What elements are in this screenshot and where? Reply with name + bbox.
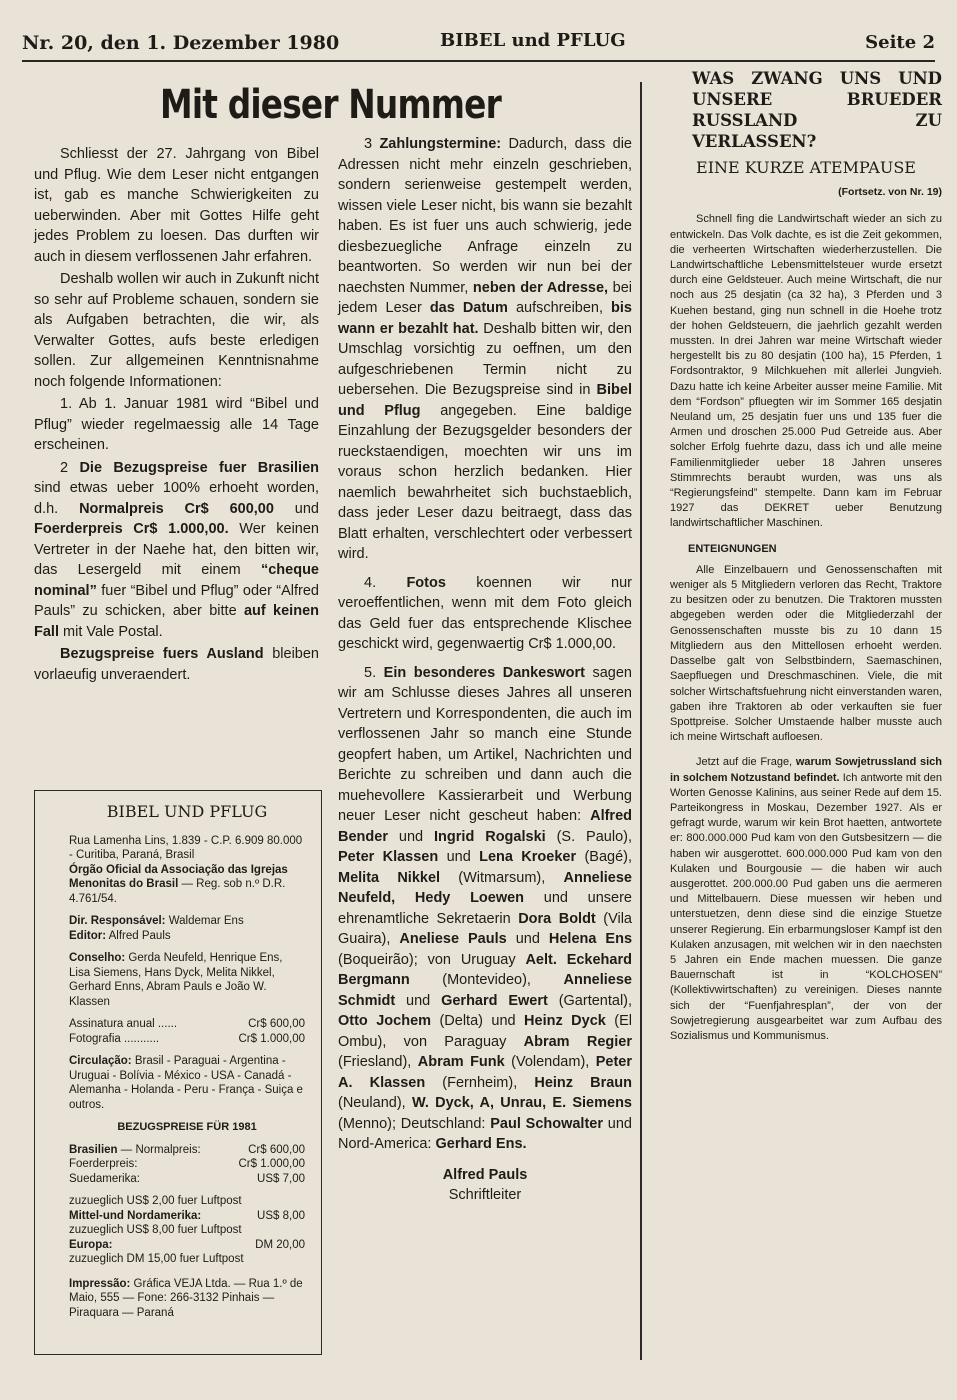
price-title: BEZUGSPREISE FÜR 1981 (117, 1121, 257, 1133)
column-3 (670, 68, 942, 1044)
masthead-council: Conselho: Gerda Neufeld, Henrique Ens, Lisa Siemens, Hans Dyck, Melita Nikkel, Gerhard Enns, Abram Pauls e João W. Klassen (69, 952, 283, 1008)
paper-name: BIBEL und PFLUG (440, 30, 626, 51)
column-2 (338, 134, 632, 1206)
article-heading: WAS ZWANG UNS UND UNSERE BRUEDER RUSSLAND ZU VERLASSEN? (692, 69, 942, 151)
page-number: Seite 2 (865, 32, 935, 53)
paragraph: Schliesst der 27. Jahrgang von Bibel und Pflug. Wie dem Leser nicht entgangen ist, gab es manche Schwierigkeiten zu ueberwinden. Aber mit Gottes Hilfe geht jedes Problem zu loesen. Das durften wir auch in diesem verflossenen Jahr erfahren. (34, 146, 319, 265)
paragraph: 4. Fotos koennen wir nur veroeffentlichen, wenn mit dem Foto gleich das Geld fuer das entsprechende Klischee geschickt wird, gegenwaertig Cr$ 1.000,00. (338, 574, 633, 652)
paragraph: 2 Die Bezugspreise fuer Brasilien sind etwas ueber 100% erhoeht worden, d.h. Normalpreis Cr$ 600,00 und Foerderpreis Cr$ 1.000,00. Wer keinen Vertreter in der Naehe hat, den bitten wir, das Lesergeld mit einem “cheque nominal” fuer “Bibel und Pflug” oder “Alfred Pauls” zu schicken, aber bitte auf keinen Fall mit Vale Postal. (34, 459, 320, 640)
continuation-note: (Fortsetz. von Nr. 19) (838, 186, 942, 199)
paragraph: Schnell fing die Landwirtschaft wieder an sich zu entwickeln. Das Volk dachte, es ist die Zeit gekommen, die verheerten Wirtschaften wiederherzustellen. Die Landwirtschaftliche Lebensmittelsteuer wurde ersetzt durch eine Geldsteuer. Auch meine Wirtschaft, die nur noch aus 25 desjatin (ca 32 ha), 3 Pferden und 3 Kuehen bestand, ging nun schnell in die Hoehe trotz der hohen Geldsteuern, die jaehrlich gezahlt werden mussten. In drei Jahren war meine Wirtschaft wieder hergestellt bis zu 80 desjatin (100 ha), 15 Pferden, 1 Fordsontraktor, 9 Milchkuehen mit allerlei Jungvieh. Dazu hatte ich keine Arbeiter ausser meine Familie. Mit dem “Fordson” pfluegten wir im Sommer 165 desjatin Neuland um, 25 desjatin fuer uns und 135 fuer die Armen und droschen 25.000 Pud Getreide aus. Aber solcher Erfolg fuehrte dazu, dass ich und alle meine Familienmitglieder ueber 18 Jahren unseres Stimmrechts beraubt wurden, was uns als “Regierungsfeind” stempelte. Dann kam im Februar 1927 das DEKRET ueber Benutzung landwirtschaftlicher Maschinen. (670, 213, 942, 530)
paragraph: Deshalb wollen wir auch in Zukunft nicht so sehr auf Probleme schauen, sondern sie als Aufgaben betrachten, die wir, als Verwalter Gottes, aufs beste erledigen sollen. Zur allgemeinen Kenntnisnahme noch folgende Informationen: (34, 271, 319, 390)
column-1 (34, 144, 319, 685)
section-heading: ENTEIGNUNGEN (688, 542, 777, 555)
column-divider (640, 82, 642, 1360)
article-subheading: EINE KURZE ATEMPAUSE (696, 158, 916, 177)
signer-name: Alfred Pauls (442, 1166, 528, 1183)
paragraph: Jetzt auf die Frage, warum Sowjetrussland sich in solchem Notzustand befindet. Ich antworte mit den Worten Genosse Kalinins, aus seiner Rede auf dem 15. Parteikongress in Moskau, Dezember 1927. Als er gefragt wurde, warum wir kein Brot haetten, antwortete er: 800.000.000 Pud kam von den Gutsbesitzern — die haben wir ausgerottet. 600.000.000 Pud kam von den Kulaken und Bourgousie — die haben wir auch ausgerottet. 200.000.00 Pud gaben uns die aermeren und Mittelbauern. Diese muessen wir heben und unterstuetzen, denn diese sind die einzige Stuetze unserer Regierung. Ein erbarmungsloser Kampf ist den Kulaken anzusagen, mit welchen wir in den naechsten 5 Jahren ein Ende machen muessen. Die ganze Bauernschaft ist in “KOLCHOSEN” (Kollektivwirtschaften) zu vereinigen. Dieses nannte sich der “Fuenfjahresplan”, der von der Sowjetregierung ausgearbeitet war zum Aufbau des Sozialismus und Kommunismus. (670, 756, 943, 1042)
masthead-printer: Impressão: Gráfica VEJA Ltda. — Rua 1.º de Maio, 555 — Fone: 266-3132 Pinhais — Piraquara — Paraná (69, 1277, 303, 1319)
masthead-title: BIBEL UND PFLUG (106, 802, 268, 821)
paragraph: Alle Einzelbauern und Genossenschaften mit weniger als 5 Mitgliedern verloren das Recht, Traktore zu besitzen oder zu benutzen. Die Traktoren mussten abgegeben werden oder die Mitgliederzahl der Genossenschaften musste bis zu 10 dann 15 Mitgliedern aus den Mittellosen erhoeht werden. Dasselbe galt von Selbstbindern, Saemaschinen, Saepfluegen und Dreschmaschinen. Viele, die mit solcher Wirtschaftsfuehrung nicht einverstanden waren, gaben ihre Traktoren ab oder verkauften sie fuer Spottpreise. Solcher Umstaende halber musste auch ich meine Wirtschaft aufloesen. (670, 563, 942, 744)
header-rule (22, 60, 935, 62)
masthead-fees: Assinatura anual ...... Cr$ 600,00 Fotografia ........... Cr$ 1.000,00 (69, 1018, 305, 1045)
paragraph: Bezugspreise fuers Ausland bleiben vorlaeufig unveraendert. (34, 646, 319, 683)
signer-title: Schriftleiter (448, 1187, 522, 1203)
signature-block (338, 1165, 632, 1206)
paragraph: 1. Ab 1. Januar 1981 wird “Bibel und Pflug” wieder regelmaessig alle 14 Tage erscheinen. (34, 396, 319, 453)
page-header (22, 32, 935, 62)
masthead-address: Rua Lamenha Lins, 1.839 - C.P. 6.909 80.000 - Curitiba, Paraná, Brasil Órgão Oficial da Associação das Igrejas Menonitas do Brasil — Reg. sob n.º D.R. 4.761/54. (69, 834, 303, 905)
masthead-staff: Dir. Responsável: Waldemar Ens Editor: Alfred Pauls (69, 915, 244, 942)
headline: Mit dieser Nummer (160, 82, 501, 128)
price-table: Brasilien — Normalpreis: Cr$ 600,00 Foerderpreis: Cr$ 1.000,00 Suedamerika: US$ 7,00 zuzueglich US$ 2,00 fuer Luftpost Mittel-und Nordamerika: US$ 8,00 zuzueglich US$ 8,00 fuer Luftpost Europa: DM 20,00 zuzueglich DM 15,00 fuer Luftpost (69, 1143, 305, 1265)
paragraph: 3 Zahlungstermine: Dadurch, dass die Adressen nicht mehr einzeln geschrieben, sondern serienweise gestempelt werden, wissen viele Leser nicht, bis wann sie bezahlt haben. Es ist fuer uns auch schwierig, jede diesbezuegliche Anfrage einzeln zu beantworten. So werden wir nun bei der naechsten Nummer, neben der Adresse, bei jedem Leser das Datum aufschreiben, bis wann er bezahlt hat. Deshalb bitten wir, den Umschlag vorsichtig zu oeffnen, um den aufgeschriebenen Termin nicht zu uebersehen. Die Bezugspreise sind in Bibel und Pflug angegeben. Eine baldige Einzahlung der Bezugsgelder besonders der rueckstaendigen, moechten wir uns im voraus schon herzlich bedanken. Hier naemlich bewahrheitet sich buchstaeblich, dass jeder Leser dazu beitraegt, dass das Blatt erhalten, verschlechtert oder verbessert wird. (338, 136, 633, 562)
paragraph: 5. Ein besonderes Dankeswort sagen wir am Schlusse dieses Jahres all unseren Vertretern und Korrespondenten, die auch im verflossenen Jahr so manch eine Stunde geopfert haben, um Artikel, Nachrichten und Berichte zu schreiben und dann auch die muehevollere Kassierarbeit und Werbung neuer Leser nicht gescheut haben: Alfred Bender und Ingrid Rogalski (S. Paulo), Peter Klassen und Lena Kroeker (Bagé), Melita Nikkel (Witmarsum), Anneliese Neufeld, Hedy Loewen und unsere ehrenamtliche Sekretaerin Dora Boldt (Vila Guaira), Aneliese Pauls und Helena Ens (Boqueirão); von Uruguay Aelt. Eckehard Bergmann (Montevideo), Anneliese Schmidt und Gerhard Ewert (Gartental), Otto Jochem (Delta) und Heinz Dyck (El Ombu), von Paraguay Abram Regier (Friesland), Abram Funk (Volendam), Peter A. Klassen (Fernheim), Heinz Braun (Neuland), W. Dyck, A, Unrau, E. Siemens (Menno); Deutschland: Paul Schowalter und Nord-America: Gerhard Ens. (338, 664, 633, 1152)
issue-date: Nr. 20, den 1. Dezember 1980 (22, 32, 340, 54)
masthead-circulation: Circulação: Brasil - Paraguai - Argentina - Uruguai - Bolívia - México - USA - Canadá - Alemanha - Holanda - Peru - França - Suiça e outros. (69, 1055, 303, 1111)
masthead-box (34, 790, 322, 1355)
